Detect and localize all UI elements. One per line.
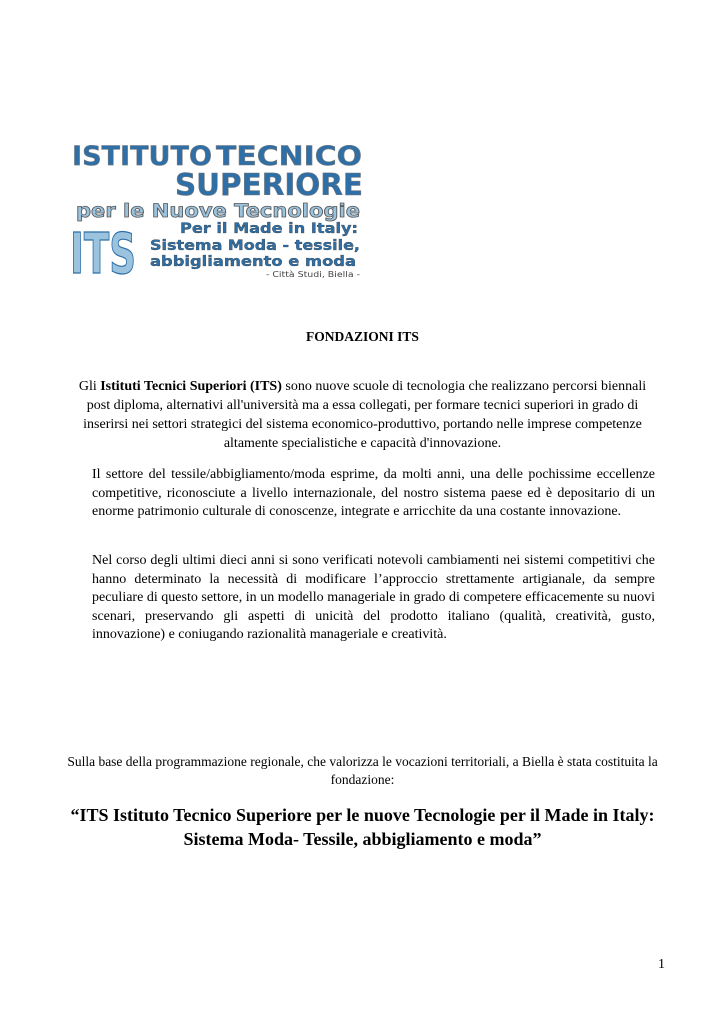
logo-line-superiore: SUPERIORE (175, 168, 363, 203)
intro-pre: Gli (78, 379, 101, 394)
logo-line-tecnico: TECNICO (216, 141, 362, 172)
logo-its-letters: ITS (70, 222, 136, 280)
logo-line-sistema-moda: Sistema Moda - tessile, (150, 238, 360, 254)
page-number: 1 (658, 957, 665, 972)
intro-paragraph (70, 377, 655, 453)
logo-line-citta-studi: - Città Studi, Biella - (266, 270, 361, 279)
its-logo (70, 135, 368, 280)
logo-line-abbigliamento: abbigliamento e moda (150, 254, 356, 270)
closing-intro: Sulla base della programmazione regionale, che valorizza le vocazioni territoriali, a Biella è stata costituita la fondazione: (67, 754, 658, 787)
logo-line-made-in-italy: Per il Made in Italy: (180, 221, 358, 237)
paragraph-cambiamenti: Nel corso degli ultimi dieci anni si sono verificati notevoli cambiamenti nei sistemi competitivi che hanno determinato la necessità di modificare l’approccio strettamente artigianale, da sempre peculiare di questo settore, in un modello manageriale in grado di competere efficacemente su nuovi scenari, preservando gli aspetti di unicità del prodotto italiano (qualità, creatività, gusto, innovazione) e coniugando razionalità manageriale e creatività. (92, 553, 655, 643)
intro-post: sono nuove scuole di tecnologia che realizzano percorsi biennali post diploma, alternativi all'università ma a essa collegati, per formare tecnici superiori in grado di inserirsi nei settori strategici del sistema economico-produttivo, portando nelle imprese competenze altamente specialistiche e capacità d'innovazione. (83, 379, 647, 451)
logo-line-nuove-tecnologie: per le Nuove Tecnologie (76, 200, 360, 222)
logo-line-istituto: ISTITUTO (72, 141, 212, 172)
page-heading: FONDAZIONI ITS (306, 329, 419, 344)
intro-bold: Istituti Tecnici Superiori (ITS) (100, 379, 282, 394)
paragraph-settore: Il settore del tessile/abbigliamento/moda esprime, da molti anni, una delle pochissime eccellenze competitive, riconosciute a livello internazionale, del nostro sistema paese ed è depositario di un enorme patrimonio culturale di conoscenze, integrate e arricchite da una costante innovazione. (92, 467, 655, 520)
foundation-name: “ITS Istituto Tecnico Superiore per le nuove Tecnologie per il Made in Italy: Sistema Moda- Tessile, abbigliamento e moda” (70, 805, 655, 849)
